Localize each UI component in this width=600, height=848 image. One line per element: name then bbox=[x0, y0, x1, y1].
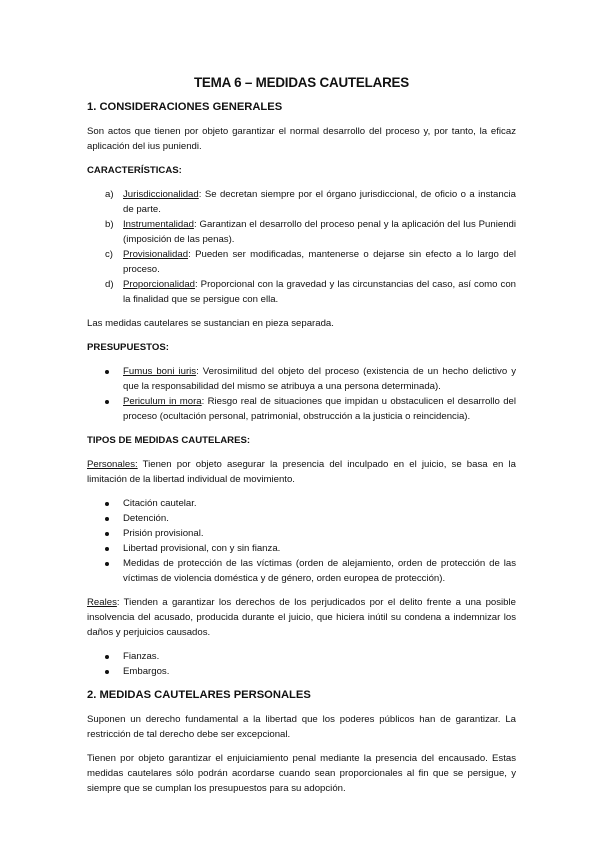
list-item: a) Jurisdiccionalidad: Se decretan siempre por el órgano jurisdiccional, de oficio o a instancia de parte. bbox=[105, 189, 516, 215]
reales-list bbox=[87, 649, 516, 679]
list-item: Citación cautelar. bbox=[87, 496, 516, 511]
list-item: d) Proporcionalidad: Proporcional con la gravedad y las circunstancias del caso, así como con la finalidad que se persigue con ella. bbox=[105, 279, 516, 305]
term: Provisionalidad bbox=[123, 249, 189, 260]
caracteristicas-heading: CARACTERÍSTICAS: bbox=[87, 165, 182, 176]
term: Reales bbox=[87, 597, 117, 608]
personales-paragraph: Personales: Tienen por objeto asegurar la presencia del inculpado en el juicio, se basa en la limitación de la libertad individual de movimiento. bbox=[87, 459, 516, 485]
bullet-icon bbox=[105, 370, 109, 374]
section-1-intro: Son actos que tienen por objeto garantizar el normal desarrollo del proceso y, por tanto, la eficaz aplicación del ius puniendi. bbox=[87, 126, 516, 152]
presupuestos-list bbox=[87, 364, 516, 424]
bullet-icon bbox=[105, 655, 109, 659]
tipos-heading: TIPOS DE MEDIDAS CAUTELARES: bbox=[87, 435, 251, 446]
list-item: Fianzas. bbox=[87, 649, 516, 664]
list-item: Prisión provisional. bbox=[87, 526, 516, 541]
bullet-icon bbox=[105, 547, 109, 551]
term: Jurisdiccionalidad bbox=[123, 189, 199, 200]
section-2-paragraph-1: Suponen un derecho fundamental a la libertad que los poderes públicos han de garantizar. La restricción de tal derecho debe ser excepcional. bbox=[87, 714, 516, 740]
list-item: Libertad provisional, con y sin fianza. bbox=[87, 541, 516, 556]
bullet-icon bbox=[105, 400, 109, 404]
caracteristicas-list bbox=[87, 187, 516, 307]
term: Personales: bbox=[87, 459, 138, 470]
list-item: Medidas de protección de las víctimas (orden de alejamiento, orden de protección de las víctimas de violencia doméstica y de género, orden europea de protección). bbox=[87, 556, 516, 586]
section-2-paragraph-2: Tienen por objeto garantizar el enjuiciamiento penal mediante la presencia del encausado. Estas medidas cautelares sólo podrán acordarse cuando sean proporcionales al fin que se persigue, y siempre que se cumplan los presupuestos para su adopción. bbox=[87, 753, 516, 794]
bullet-icon bbox=[105, 670, 109, 674]
bullet-icon bbox=[105, 517, 109, 521]
list-item: Embargos. bbox=[87, 664, 516, 679]
list-item: Detención. bbox=[87, 511, 516, 526]
pieza-separada-text: Las medidas cautelares se sustancian en pieza separada. bbox=[87, 318, 334, 329]
term: Fumus boni iuris bbox=[123, 366, 197, 377]
bullet-icon bbox=[105, 532, 109, 536]
list-item: Periculum in mora: Riesgo real de situaciones que impidan u obstaculicen el desarrollo del proceso (ocultación personal, patrimonial, obstrucción a la justicia o reincidencia). bbox=[87, 394, 516, 424]
section-2-heading: 2. MEDIDAS CAUTELARES PERSONALES bbox=[87, 689, 311, 701]
term: Periculum in mora bbox=[123, 396, 202, 407]
personales-list bbox=[87, 496, 516, 586]
list-item: Fumus boni iuris: Verosimilitud del objeto del proceso (existencia de un hecho delictivo y que la responsabilidad del mismo se atribuya a una persona determinada). bbox=[87, 364, 516, 394]
bullet-icon bbox=[105, 502, 109, 506]
term: Proporcionalidad bbox=[123, 279, 195, 290]
term: Instrumentalidad bbox=[123, 219, 194, 230]
list-item: c) Provisionalidad: Pueden ser modificadas, mantenerse o dejarse sin efecto a lo largo del proceso. bbox=[105, 249, 516, 275]
bullet-icon bbox=[105, 562, 109, 566]
presupuestos-heading: PRESUPUESTOS: bbox=[87, 342, 169, 353]
section-1-heading: 1. CONSIDERACIONES GENERALES bbox=[87, 101, 283, 113]
list-item: b) Instrumentalidad: Garantizan el desarrollo del proceso penal y la aplicación del Ius Puniendi (imposición de las penas). bbox=[105, 219, 516, 245]
page-title: TEMA 6 – MEDIDAS CAUTELARES bbox=[193, 75, 410, 90]
reales-paragraph: Reales: Tienden a garantizar los derechos de los perjudicados por el delito frente a una posible insolvencia del acusado, producida durante el juicio, que hiciera inútil su condena a indemnizar los daños y perjuicios causados. bbox=[87, 597, 516, 638]
